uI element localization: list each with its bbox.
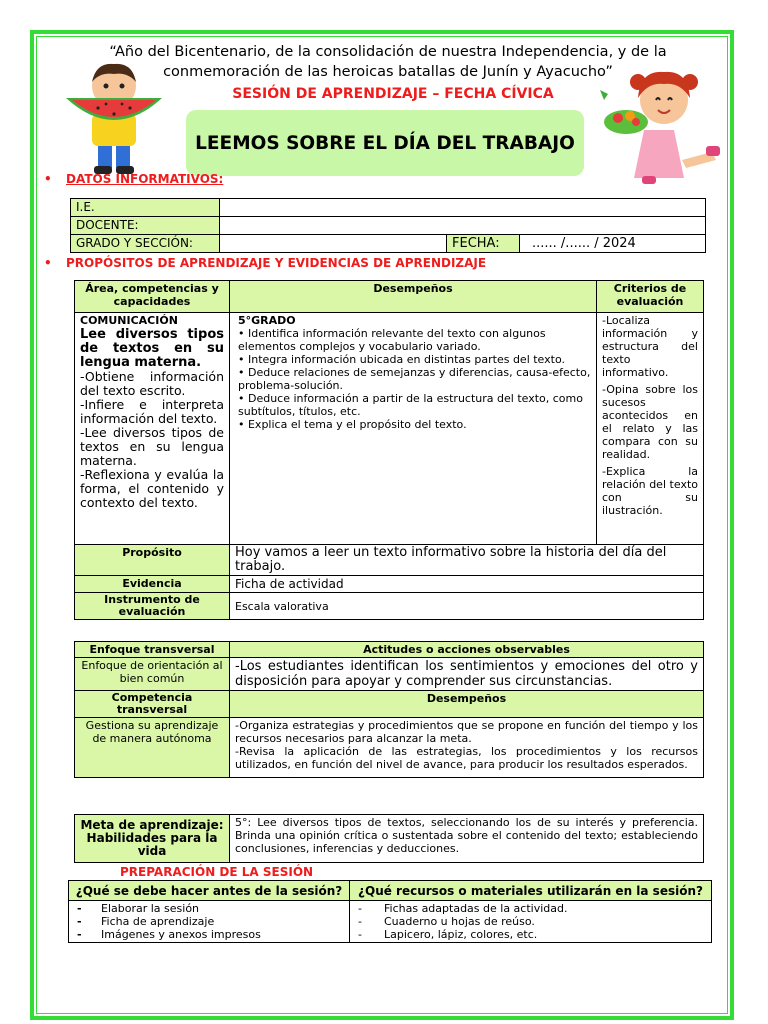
datos-table — [70, 198, 706, 253]
recurso-item: - Cuaderno u hojas de reúso. — [358, 915, 535, 928]
criterio-item: -Explica la relación del texto con su ilustración. — [602, 465, 698, 517]
desempeno-item: • Explica el tema y el propósito del texto. — [238, 418, 467, 431]
antes-item: - Elaborar la sesión — [77, 902, 200, 915]
antes-item: - Imágenes y anexos impresos — [77, 928, 261, 941]
competencia-item: -Revisa la aplicación de las estrategias, los procedimientos y los recursos utilizados, en función del nivel de avance, para producir los resultados esperados. — [235, 745, 698, 771]
ie-value — [220, 199, 706, 217]
propositos-table — [74, 280, 704, 620]
propositos-heading: PROPÓSITOS DE APRENDIZAJE Y EVIDENCIAS DE APRENDIZAJE — [66, 256, 487, 270]
docente-value — [220, 217, 706, 235]
col-criterios-header: Criterios de evaluación — [597, 281, 704, 313]
datos-heading: DATOS INFORMATIVOS: — [66, 172, 224, 186]
docente-label: DOCENTE: — [71, 217, 220, 235]
fecha-value: ...... /...... / 2024 — [520, 235, 706, 253]
capacidad-item: -Obtiene información del texto escrito. — [80, 369, 224, 398]
enfoque-value: -Los estudiantes identifican los sentimientos y emociones del otro y disposición para apoyar y comprender sus circunstancias. — [230, 658, 704, 691]
antes-cell — [69, 901, 350, 943]
topic-title: LEEMOS SOBRE EL DÍA DEL TRABAJO — [186, 110, 584, 176]
fecha-label: FECHA: — [447, 235, 520, 253]
recurso-item: - Lapicero, lápiz, colores, etc. — [358, 928, 538, 941]
preparacion-heading: PREPARACIÓN DE LA SESIÓN — [120, 865, 314, 879]
competencia-name: Gestiona su aprendizaje de manera autónoma — [75, 718, 230, 778]
enfoque-name: Enfoque de orientación al bien común — [75, 658, 230, 691]
meta-table — [74, 814, 704, 863]
area-cell — [75, 313, 230, 545]
enfoque-table — [74, 641, 704, 778]
evidencia-label: Evidencia — [75, 576, 230, 593]
meta-value: 5°: Lee diversos tipos de textos, seleccionando los de su interés y preferencia. Brinda una opinión crítica o sustentada sobre el contenido del texto; estableciendo conclusiones, inferencias y deducciones. — [230, 815, 704, 863]
col-recursos-header: ¿Qué recursos o materiales utilizarán en la sesión? — [350, 881, 712, 901]
capacidad-item: -Lee diversos tipos de textos en su lengua materna. — [80, 425, 224, 468]
preparacion-table — [68, 880, 712, 943]
criterio-item: -Localiza información y estructura del texto informativo. — [602, 314, 698, 379]
bullet-icon: • — [44, 172, 52, 186]
col-antes-header: ¿Qué se debe hacer antes de la sesión? — [69, 881, 350, 901]
col-area-header: Área, competencias y capacidades — [75, 281, 230, 313]
capacidad-item: -Reflexiona y evalúa la forma, el contenido y contexto del texto. — [80, 467, 224, 510]
col-desempenos-header: Desempeños — [230, 281, 597, 313]
meta-label: Meta de aprendizaje: Habilidades para la vida — [75, 815, 230, 863]
col-competencia-header: Competencia transversal — [75, 691, 230, 718]
capacidad-item: -Infiere e interpreta información del texto. — [80, 397, 224, 426]
proposito-value: Hoy vamos a leer un texto informativo sobre la historia del día del trabajo. — [230, 545, 704, 576]
evidencia-value: Ficha de actividad — [230, 576, 704, 593]
antes-item: - Ficha de aprendizaje — [77, 915, 215, 928]
bullet-icon: • — [44, 256, 52, 270]
propositos-heading-row — [44, 256, 486, 270]
instrumento-value: Escala valorativa — [230, 593, 704, 620]
recurso-item: - Fichas adaptadas de la actividad. — [358, 902, 568, 915]
desempeno-item: • Deduce relaciones de semejanzas y diferencias, causa-efecto, problema-solución. — [238, 366, 591, 392]
competencia-desempenos-cell — [230, 718, 704, 778]
desempenos-cell — [230, 313, 597, 545]
desempeno-item: • Deduce información a partir de la estructura del texto, como subtítulos, títulos, etc. — [238, 392, 583, 418]
col-actitudes-header: Actitudes o acciones observables — [230, 642, 704, 658]
criterios-cell — [597, 313, 704, 545]
instrumento-label: Instrumento de evaluación — [75, 593, 230, 620]
desempeno-item: • Integra información ubicada en distintas partes del texto. — [238, 353, 565, 366]
proposito-label: Propósito — [75, 545, 230, 576]
motto-text: “Año del Bicentenario, de la consolidación de nuestra Independencia, y de la conmemoración de las heroicas batallas de Junín y Ayacucho” — [109, 44, 667, 80]
grado-value — [220, 235, 447, 253]
competencia-item: -Organiza estrategias y procedimientos que se propone en función del tiempo y los recursos necesarios para alcanzar la meta. — [235, 719, 698, 745]
grado-label: 5°GRADO — [238, 314, 296, 327]
grado-label: GRADO Y SECCIÓN: — [71, 235, 220, 253]
area-name: COMUNICACIÓN — [80, 314, 178, 327]
session-title: SESIÓN DE APRENDIZAJE – FECHA CÍVICA — [232, 86, 554, 102]
competencia-text: Lee diversos tipos de textos en su lengua materna. — [80, 327, 224, 370]
criterio-item: -Opina sobre los sucesos acontecidos en el relato y las compara con su realidad. — [602, 383, 698, 461]
desempeno-item: • Identifica información relevante del texto con algunos elementos complejos y vocabulario variado. — [238, 327, 546, 353]
col-enfoque-header: Enfoque transversal — [75, 642, 230, 658]
datos-heading-row — [44, 172, 223, 186]
recursos-cell — [350, 901, 712, 943]
col-competencia-desempenos-header: Desempeños — [230, 691, 704, 718]
ie-label: I.E. — [71, 199, 220, 217]
